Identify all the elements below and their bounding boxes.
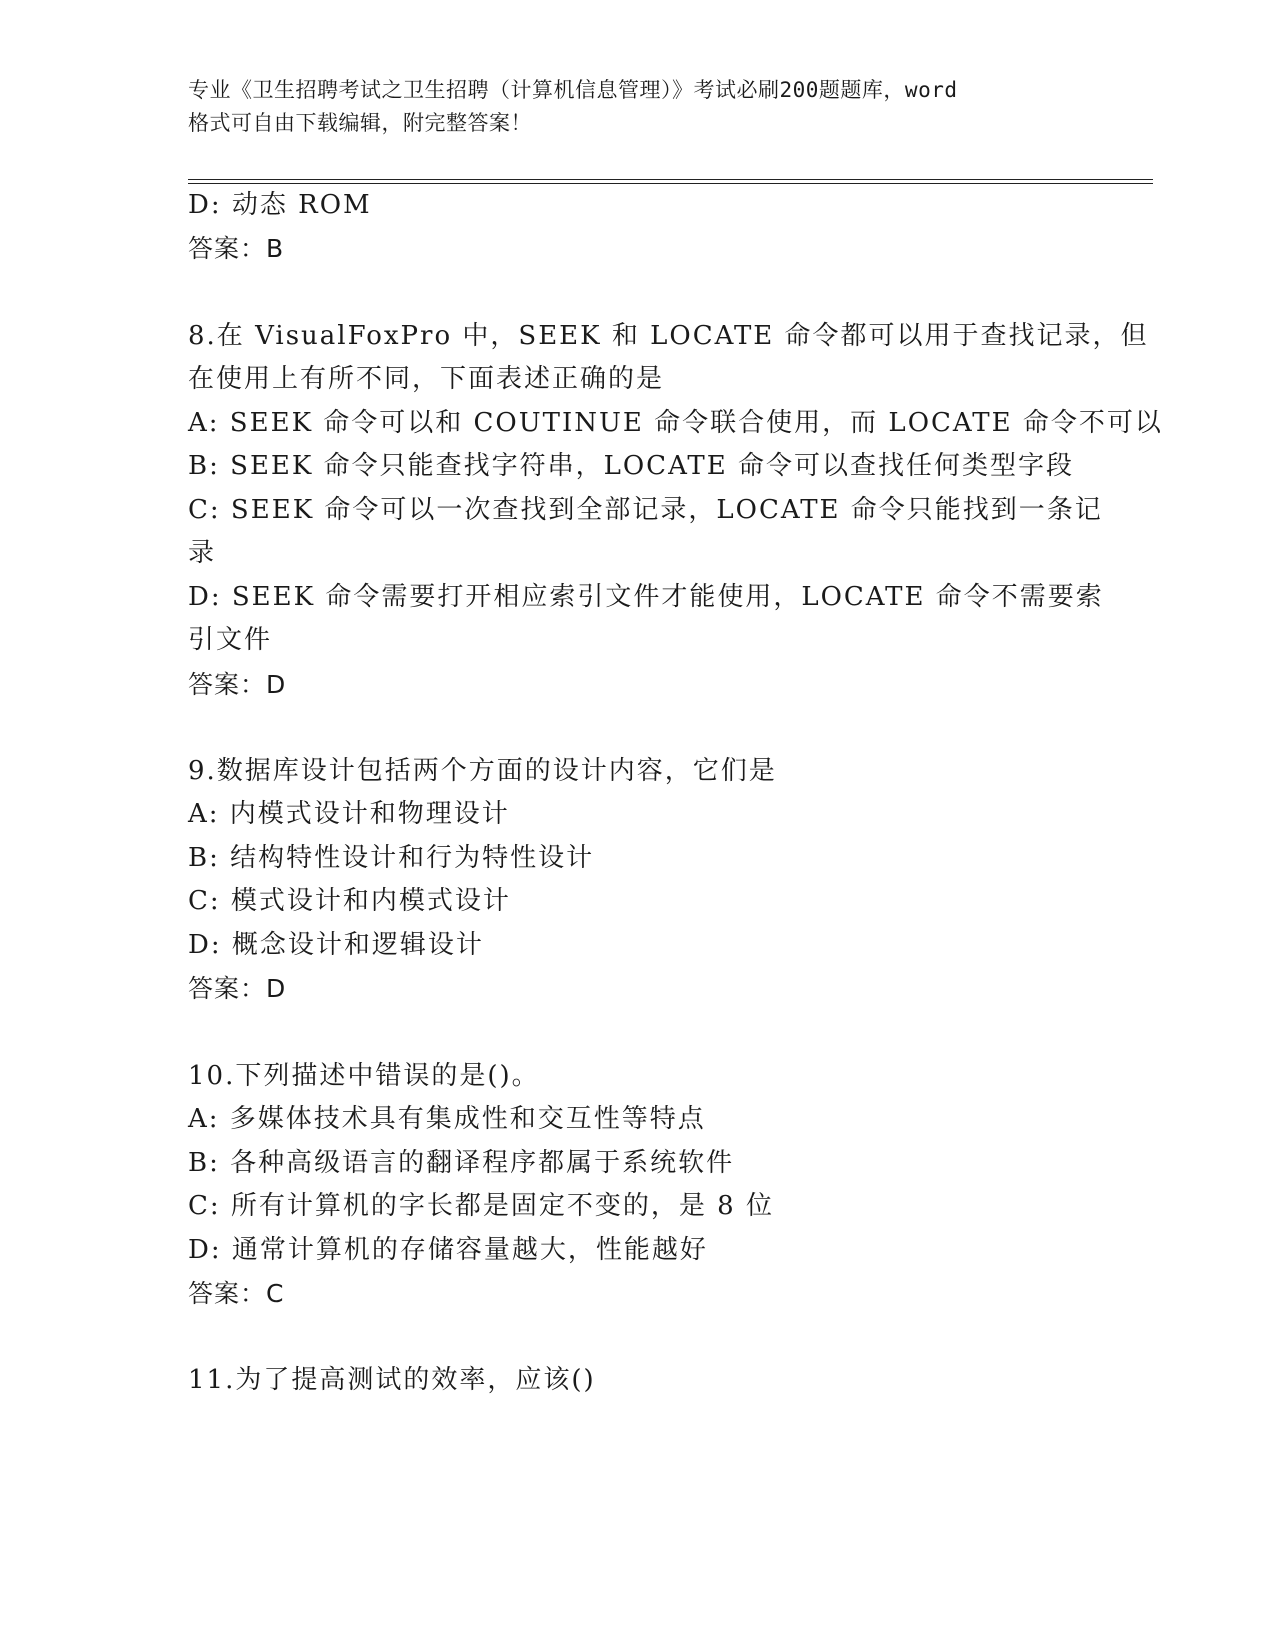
- option-line: C: 所有计算机的字长都是固定不变的，是 8 位: [188, 1191, 774, 1221]
- question-line: 9.数据库设计包括两个方面的设计内容，它们是: [188, 756, 777, 786]
- option-line: 录: [188, 538, 217, 568]
- option-line: A: 内模式设计和物理设计: [188, 799, 510, 829]
- option-line: D: 动态 ROM: [188, 190, 372, 220]
- option-line: D: 通常计算机的存储容量越大，性能越好: [188, 1235, 708, 1265]
- question-line: 11.为了提高测试的效率，应该(): [188, 1365, 596, 1395]
- question-line: 8.在 VisualFoxPro 中，SEEK 和 LOCATE 命令都可以用于查找记录，但: [188, 321, 1149, 351]
- option-line: 引文件: [188, 625, 273, 655]
- option-line: A: 多媒体技术具有集成性和交互性等特点: [188, 1104, 706, 1134]
- question-line: 在使用上有所不同，下面表述正确的是: [188, 364, 665, 394]
- answer-line: 答案：C: [188, 1279, 285, 1308]
- question-line: 10.下列描述中错误的是()。: [188, 1061, 540, 1091]
- answer-line: 答案：D: [188, 670, 287, 699]
- answer-line: 答案：B: [188, 234, 285, 263]
- option-line: B: 结构特性设计和行为特性设计: [188, 843, 595, 873]
- option-line: C: 模式设计和内模式设计: [188, 886, 511, 916]
- document-header: [188, 74, 1088, 140]
- option-line: A: SEEK 命令可以和 COUTINUE 命令联合使用，而 LOCATE 命令不可以: [188, 408, 1163, 438]
- header-line-1: 专业《卫生招聘考试之卫生招聘（计算机信息管理）》考试必刷200题题库，word: [188, 78, 958, 102]
- option-line: D: SEEK 命令需要打开相应索引文件才能使用，LOCATE 命令不需要索: [188, 582, 1104, 612]
- option-line: C: SEEK 命令可以一次查找到全部记录，LOCATE 命令只能找到一条记: [188, 495, 1103, 525]
- header-divider-top: [188, 179, 1153, 180]
- answer-line: 答案：D: [188, 974, 287, 1003]
- option-line: D: 概念设计和逻辑设计: [188, 930, 484, 960]
- header-line-2: 格式可自由下载编辑，附完整答案！: [188, 111, 532, 135]
- option-line: B: SEEK 命令只能查找字符串，LOCATE 命令可以查找任何类型字段: [188, 451, 1075, 481]
- option-line: B: 各种高级语言的翻译程序都属于系统软件: [188, 1148, 735, 1178]
